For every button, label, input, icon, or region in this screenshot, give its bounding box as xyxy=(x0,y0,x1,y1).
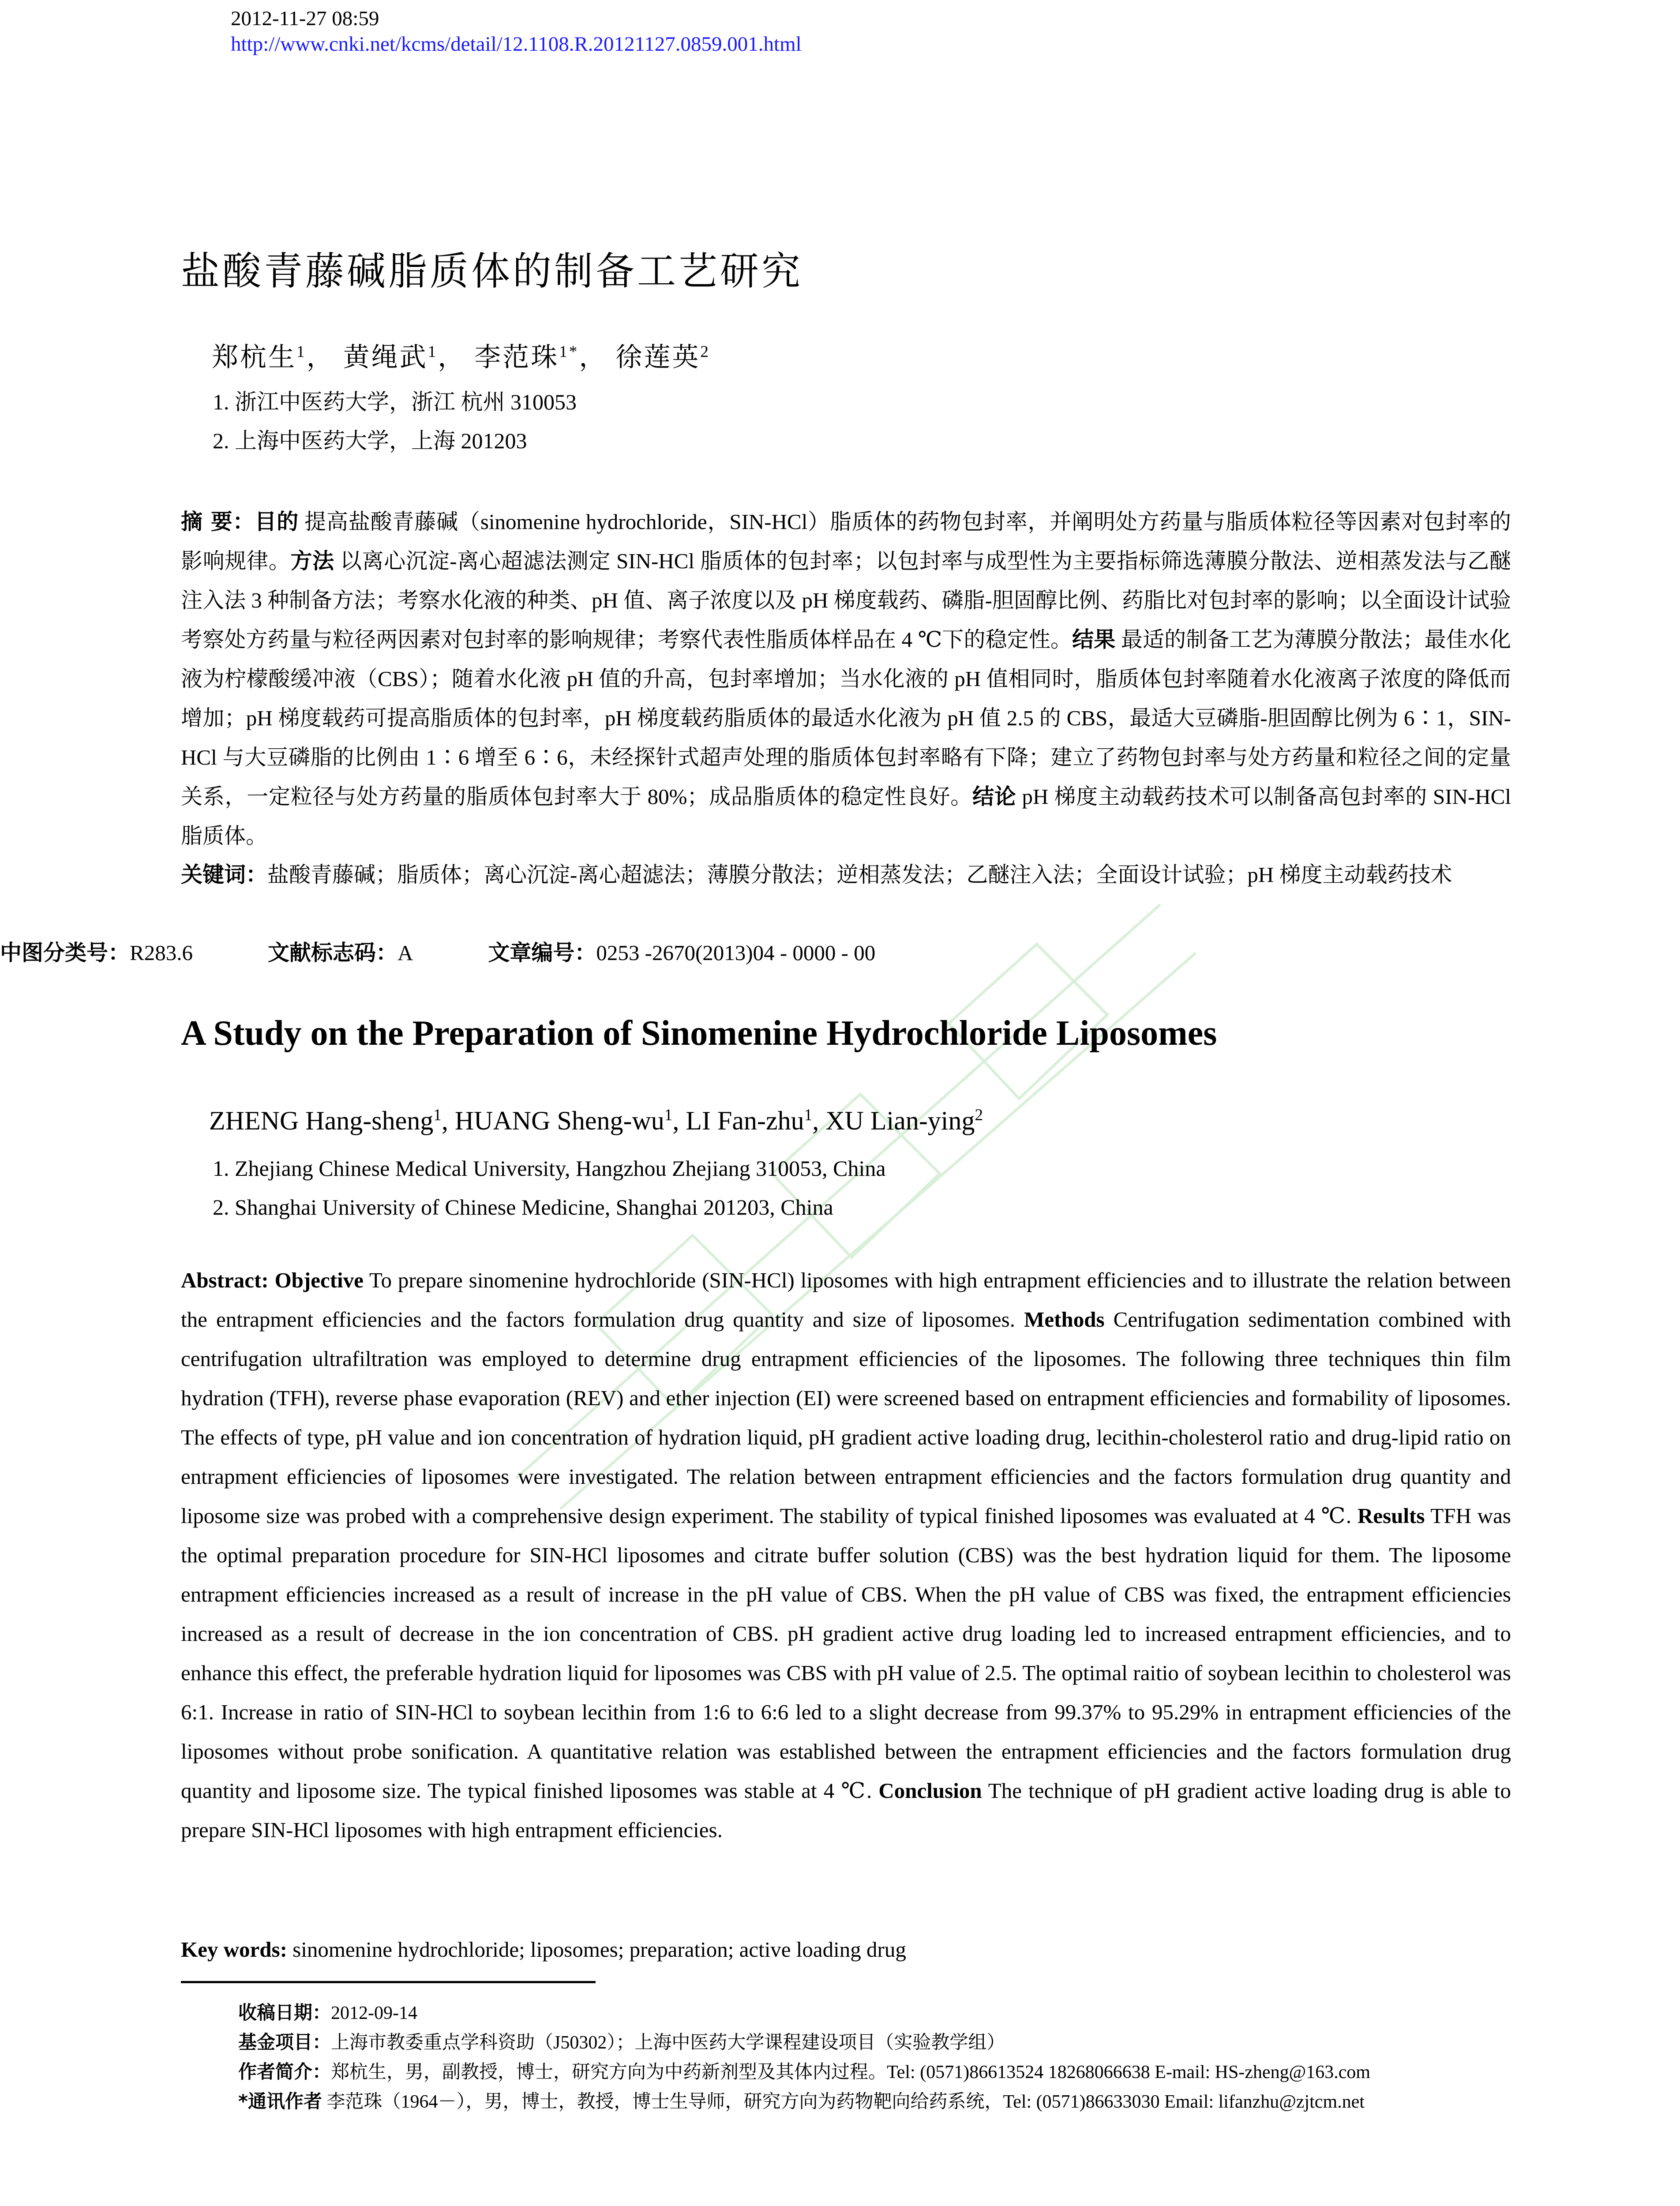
en-author: HUANG Sheng-$wu^1$, xyxy=(454,1106,686,1135)
cn-objective-text: 提高盐酸青藤碱（sinomenine hydrochloride，SIN-HCl）脂质体的药物包封率，并阐明处方药量与脂质体粒径等因素对包封率的影响规律。 xyxy=(181,510,1511,573)
en-conclusion-label: Conclusion xyxy=(878,1778,982,1803)
footnote-corresponding-author: *通讯作者 李范珠（1964－），男，博士，教授，博士生导师，研究方向为药物靶向给药系统，Tel: (0571)86633030 Email: lifanzhu@zjtcm.net xyxy=(238,2090,1365,2112)
cn-title: 盐酸青藤碱脂质体的制备工艺研究 xyxy=(181,248,803,294)
cn-classification xyxy=(0,933,875,972)
en-methods-text: Centrifugation sedimentation combined with centrifugation ultrafiltration was employed to determine drug entrapment efficiencies of the liposomes. The following three techniques thin film hydration (TFH), reverse phase evaporation (REV) and ether injection (EI) were screened based on entrapment efficiencies and formability of liposomes. The effects of type, pH value and ion concentration of hydration liquid, pH gradient active loading drug, lecithin-cholesterol ratio and drug-lipid ratio on entrapment efficiencies of liposomes were investigated. The relation between entrapment efficiencies and the factors formulation drug quantity and liposome size was probed with a comprehensive design experiment. The stability of typical finished liposomes was evaluated at 4 ℃. xyxy=(181,1307,1511,1528)
cn-author: 黄绳武$^1$， xyxy=(343,343,466,372)
header-url-link[interactable]: http://www.cnki.net/kcms/detail/12.1108.R.20121127.0859.001.html xyxy=(231,33,802,56)
cn-abstract xyxy=(181,502,1511,855)
cn-author: 李范珠$^{1*}$， xyxy=(474,343,608,372)
en-title: A Study on the Preparation of Sinomenine Hydrochloride Liposomes xyxy=(181,1014,1217,1053)
en-methods-label: Methods xyxy=(1024,1307,1105,1332)
en-abstract xyxy=(181,1261,1511,1850)
cn-affiliation-1: 1. 浙江中医药大学，浙江 杭州 310053 xyxy=(213,390,577,414)
cn-abstract-label: 摘 要： xyxy=(181,509,255,534)
en-results-text: TFH was the optimal preparation procedure for SIN-HCl liposomes and citrate buffer solution (CBS) was the best hydration liquid for them. The liposome entrapment efficiencies increased as a result of increase in the pH value of CBS. When the pH value of CBS was fixed, the entrapment efficiencies increased as a result of decrease in the ion concentration of CBS. pH gradient active drug loading led to increased entrapment efficiencies, and to enhance this effect, the preferable hydration liquid for liposomes was CBS with pH value of 2.5. The optimal raitio of soybean lecithin to cholesterol was 6:1. Increase in ratio of SIN-HCl to soybean lecithin from 1:6 to 6:6 led to a slight decrease from 99.37% to 95.29% in entrapment efficiencies of the liposomes without probe sonification. A quantitative relation was established between the entrapment efficiencies and the factors formulation drug quantity and liposome size. The typical finished liposomes was stable at 4 ℃. xyxy=(181,1504,1511,1803)
footnote-received: 收稿日期：2012-09-14 xyxy=(238,2002,417,2023)
clc-value: R283.6 xyxy=(130,941,193,965)
cn-keywords-text: 盐酸青藤碱；脂质体；离心沉淀-离心超滤法；薄膜分散法；逆相蒸发法；乙醚注入法；全面设计试验；pH 梯度主动载药技术 xyxy=(267,863,1452,887)
en-author: ZHENG Hang-sheng$^1$, xyxy=(209,1106,455,1135)
en-keywords-label: Key words: xyxy=(181,1937,287,1962)
cn-methods-label: 方法 xyxy=(290,548,334,574)
en-results-label: Results xyxy=(1357,1504,1425,1528)
en-conclusion-text: The technique of pH gradient active loading drug is able to prepare SIN-HCl liposomes with high entrapment efficiencies. xyxy=(181,1778,1511,1842)
cn-methods-text: 以离心沉淀-离心超滤法测定 SIN-HCl 脂质体的包封率；以包封率与成型性为主要指标筛选薄膜分散法、逆相蒸发法与乙醚注入法 3 种制备方法；考察水化液的种类、pH 值、离子浓度以及 pH 梯度载药、磷脂-胆固醇比例、药脂比对包封率的影响；以全面设计试验考察处方药量与粒径两因素对包封率的影响规律；考察代表性脂质体样品在 4 ℃下的稳定性。 xyxy=(181,549,1511,652)
en-abstract-label: Abstract: xyxy=(181,1268,269,1292)
en-keywords xyxy=(181,1930,1511,1969)
article-number-value: 0253 -2670(2013)04 - 0000 - 00 xyxy=(596,941,876,965)
en-objective-label: Objective xyxy=(274,1268,364,1292)
doc-code-value: A xyxy=(397,941,413,965)
cn-results-text: 最适的制备工艺为薄膜分散法；最佳水化液为柠檬酸缓冲液（CBS）；随着水化液 pH 值的升高，包封率增加；当水化液的 pH 值相同时，脂质体包封率随着水化液离子浓度的降低而增加；pH 梯度载药可提高脂质体的包封率，pH 梯度载药脂质体的最适水化液为 pH 值 2.5 的 CBS，最适大豆磷脂-胆固醇比例为 6∶1，SIN-HCl 与大豆磷脂的比例由 1∶6 增至 6∶6，未经探针式超声处理的脂质体包封率略有下降；建立了药物包封率与处方药量和粒径之间的定量关系，一定粒径与处方药量的脂质体包封率大于 80%；成品脂质体的稳定性良好。 xyxy=(181,627,1511,809)
cn-author: 郑杭生$^1$， xyxy=(212,343,335,372)
cn-conclusion-text: pH 梯度主动载药技术可以制备高包封率的 SIN-HCl 脂质体。 xyxy=(181,784,1511,848)
en-affiliation-1: 1. Zhejiang Chinese Medical University, Hangzhou Zhejiang 310053, China xyxy=(213,1156,886,1181)
cn-keywords xyxy=(181,855,1511,894)
footnote-fund: 基金项目：上海市教委重点学科资助（J50302）；上海中医药大学课程建设项目（实验教学组） xyxy=(238,2031,1005,2053)
en-author: XU Lian-ying$^2$ xyxy=(825,1106,983,1135)
cn-keywords-label: 关键词： xyxy=(181,862,268,887)
en-affiliation-2: 2. Shanghai University of Chinese Medicine, Shanghai 201203, China xyxy=(213,1195,833,1219)
clc-label: 中图分类号： xyxy=(0,940,130,965)
article-number-label: 文章编号： xyxy=(488,940,596,965)
en-keywords-text: sinomenine hydrochloride; liposomes; preparation; active loading drug xyxy=(287,1937,906,1962)
cn-affiliation-2: 2. 上海中医药大学，上海 201203 xyxy=(213,428,527,453)
header-date: 2012-11-27 08:59 xyxy=(231,7,379,30)
footnote-author-bio: 作者简介：郑杭生，男，副教授，博士，研究方向为中药新剂型及其体内过程。Tel: (0571)86613524 18268066638 E-mail: HS-zheng@163.com xyxy=(238,2061,1371,2082)
footnote-divider xyxy=(181,1981,596,1983)
en-objective-text: To prepare sinomenine hydrochloride (SIN-HCl) liposomes with high entrapment efficiencies and to illustrate the relation between the entrapment efficiencies and the factors formulation drug quantity and size of liposomes. xyxy=(181,1268,1511,1332)
cn-author: 徐莲英$^2$ xyxy=(615,343,710,372)
en-author: LI Fan-zhu$^1$, xyxy=(686,1106,826,1135)
cn-results-label: 结果 xyxy=(1072,627,1116,652)
cn-objective-label: 目的 xyxy=(255,509,299,534)
en-authors xyxy=(209,1103,983,1138)
cn-conclusion-label: 结论 xyxy=(972,784,1016,809)
doc-code-label: 文献标志码： xyxy=(267,940,398,965)
cn-authors xyxy=(212,340,710,375)
